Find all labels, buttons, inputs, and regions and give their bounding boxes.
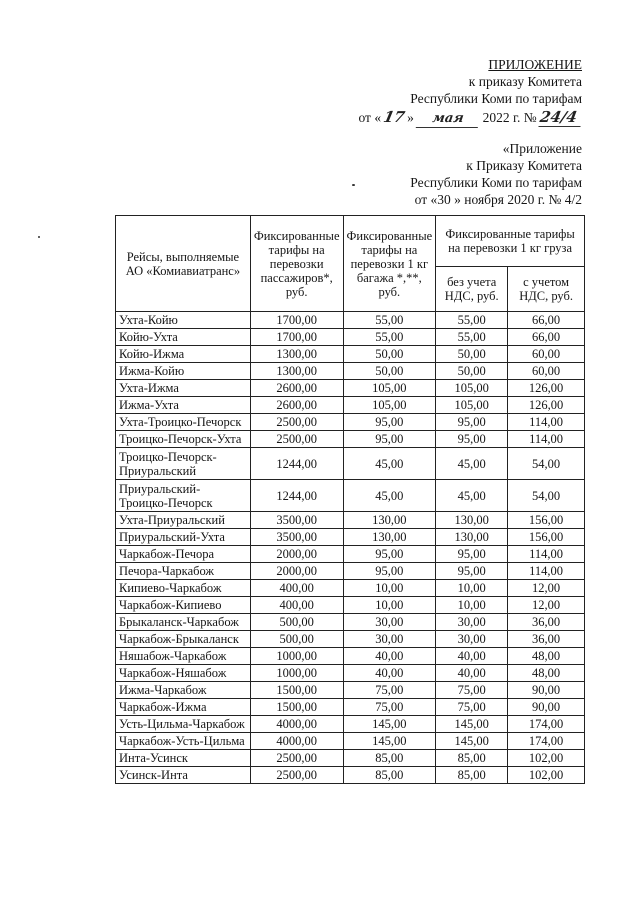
passenger-fare-cell: 2000,00 <box>250 546 343 563</box>
table-row <box>116 682 585 699</box>
cargo-no-vat-cell: 40,00 <box>436 648 508 665</box>
route-cell: Ижма-Койю <box>116 363 251 380</box>
table-row <box>116 699 585 716</box>
route-cell: Усть-Цильма-Чаркабож <box>116 716 251 733</box>
table-row <box>116 312 585 329</box>
passenger-fare-cell: 2500,00 <box>250 414 343 431</box>
passenger-fare-cell: 3500,00 <box>250 529 343 546</box>
table-row <box>116 397 585 414</box>
baggage-fare-cell: 45,00 <box>343 448 436 480</box>
passenger-fare-cell: 1500,00 <box>250 682 343 699</box>
order-header <box>358 56 582 128</box>
baggage-fare-cell: 40,00 <box>343 665 436 682</box>
cargo-no-vat-cell: 95,00 <box>436 563 508 580</box>
passenger-fare-cell: 1700,00 <box>250 312 343 329</box>
cargo-vat-cell: 48,00 <box>508 665 585 682</box>
baggage-fare-cell: 145,00 <box>343 733 436 750</box>
cargo-vat-cell: 60,00 <box>508 346 585 363</box>
cargo-no-vat-cell: 75,00 <box>436 682 508 699</box>
table-row <box>116 448 585 480</box>
table-row <box>116 665 585 682</box>
route-cell: Ижма-Ухта <box>116 397 251 414</box>
route-cell: Няшабож-Чаркабож <box>116 648 251 665</box>
route-cell: Инта-Усинск <box>116 750 251 767</box>
cargo-no-vat-cell: 10,00 <box>436 597 508 614</box>
baggage-fare-cell: 75,00 <box>343 682 436 699</box>
route-cell: Койю-Ижма <box>116 346 251 363</box>
baggage-fare-cell: 130,00 <box>343 529 436 546</box>
cargo-no-vat-cell: 130,00 <box>436 512 508 529</box>
baggage-fare-cell: 55,00 <box>343 329 436 346</box>
baggage-fare-cell: 95,00 <box>343 546 436 563</box>
passenger-fare-cell: 1000,00 <box>250 648 343 665</box>
header-date-line <box>358 109 582 128</box>
passenger-fare-cell: 1000,00 <box>250 665 343 682</box>
scan-speck <box>352 184 355 186</box>
passenger-fare-cell: 2000,00 <box>250 563 343 580</box>
handwritten-day: 17 <box>381 108 407 126</box>
cargo-no-vat-cell: 50,00 <box>436 346 508 363</box>
cargo-no-vat-cell: 50,00 <box>436 363 508 380</box>
cargo-vat-cell: 48,00 <box>508 648 585 665</box>
baggage-fare-cell: 50,00 <box>343 346 436 363</box>
cargo-no-vat-cell: 145,00 <box>436 733 508 750</box>
cargo-vat-cell: 12,00 <box>508 580 585 597</box>
passenger-fare-cell: 500,00 <box>250 631 343 648</box>
col-header-cargo: Фиксированные тарифы на перевозки 1 кг груза <box>436 216 585 267</box>
cargo-vat-cell: 66,00 <box>508 329 585 346</box>
passenger-fare-cell: 1300,00 <box>250 363 343 380</box>
table-row <box>116 346 585 363</box>
route-cell: Приуральский-Ухта <box>116 529 251 546</box>
passenger-fare-cell: 1700,00 <box>250 329 343 346</box>
cargo-vat-cell: 126,00 <box>508 397 585 414</box>
route-cell: Троицко-Печорск-Ухта <box>116 431 251 448</box>
table-row <box>116 512 585 529</box>
header-committee: Республики Коми по тарифам <box>410 91 582 106</box>
cargo-no-vat-cell: 95,00 <box>436 414 508 431</box>
cargo-vat-cell: 36,00 <box>508 614 585 631</box>
route-cell: Ухта-Троицко-Печорск <box>116 414 251 431</box>
scan-speck <box>38 236 40 238</box>
tariff-table <box>115 215 585 784</box>
route-cell: Печора-Чаркабож <box>116 563 251 580</box>
cargo-no-vat-cell: 105,00 <box>436 397 508 414</box>
route-cell: Ухта-Ижма <box>116 380 251 397</box>
quoted-appendix-header <box>410 140 582 208</box>
baggage-fare-cell: 95,00 <box>343 431 436 448</box>
table-row <box>116 733 585 750</box>
passenger-fare-cell: 2500,00 <box>250 750 343 767</box>
cargo-vat-cell: 114,00 <box>508 563 585 580</box>
table-row <box>116 431 585 448</box>
cargo-no-vat-cell: 40,00 <box>436 665 508 682</box>
cargo-no-vat-cell: 45,00 <box>436 480 508 512</box>
col-header-passenger: Фиксированные тарифы на перевозки пассажиров*, руб. <box>250 216 343 312</box>
table-row <box>116 614 585 631</box>
quote-committee: Республики Коми по тарифам <box>410 175 582 190</box>
baggage-fare-cell: 130,00 <box>343 512 436 529</box>
header-to-order: к приказу Комитета <box>468 74 582 89</box>
table-row <box>116 529 585 546</box>
cargo-no-vat-cell: 30,00 <box>436 631 508 648</box>
cargo-vat-cell: 66,00 <box>508 312 585 329</box>
passenger-fare-cell: 1244,00 <box>250 448 343 480</box>
baggage-fare-cell: 30,00 <box>343 631 436 648</box>
cargo-no-vat-cell: 130,00 <box>436 529 508 546</box>
quote-title: «Приложение <box>502 141 582 156</box>
cargo-no-vat-cell: 55,00 <box>436 312 508 329</box>
cargo-no-vat-cell: 85,00 <box>436 750 508 767</box>
cargo-no-vat-cell: 145,00 <box>436 716 508 733</box>
table-row <box>116 563 585 580</box>
baggage-fare-cell: 85,00 <box>343 750 436 767</box>
route-cell: Ухта-Койю <box>116 312 251 329</box>
table-row <box>116 329 585 346</box>
table-row <box>116 480 585 512</box>
cargo-no-vat-cell: 45,00 <box>436 448 508 480</box>
cargo-vat-cell: 60,00 <box>508 363 585 380</box>
quote-date-line: от «30 » ноября 2020 г. № 4/2 <box>414 192 582 207</box>
route-cell: Чаркабож-Брыкаланск <box>116 631 251 648</box>
table-row <box>116 750 585 767</box>
col-header-routes: Рейсы, выполняемые АО «Комиавиатранс» <box>116 216 251 312</box>
passenger-fare-cell: 2500,00 <box>250 767 343 784</box>
route-cell: Чаркабож-Няшабож <box>116 665 251 682</box>
cargo-vat-cell: 126,00 <box>508 380 585 397</box>
cargo-vat-cell: 90,00 <box>508 699 585 716</box>
cargo-no-vat-cell: 10,00 <box>436 580 508 597</box>
baggage-fare-cell: 45,00 <box>343 480 436 512</box>
table-row <box>116 648 585 665</box>
cargo-no-vat-cell: 55,00 <box>436 329 508 346</box>
table-row <box>116 597 585 614</box>
cargo-no-vat-cell: 95,00 <box>436 431 508 448</box>
baggage-fare-cell: 10,00 <box>343 597 436 614</box>
route-cell: Койю-Ухта <box>116 329 251 346</box>
cargo-no-vat-cell: 30,00 <box>436 614 508 631</box>
passenger-fare-cell: 400,00 <box>250 597 343 614</box>
table-row <box>116 580 585 597</box>
table-row <box>116 631 585 648</box>
tariff-table-body <box>116 312 585 784</box>
handwritten-month: мая <box>416 110 481 128</box>
route-cell: Кипиево-Чаркабож <box>116 580 251 597</box>
baggage-fare-cell: 55,00 <box>343 312 436 329</box>
table-row <box>116 380 585 397</box>
baggage-fare-cell: 30,00 <box>343 614 436 631</box>
cargo-vat-cell: 114,00 <box>508 431 585 448</box>
route-cell: Приуральский-Троицко-Печорск <box>116 480 251 512</box>
baggage-fare-cell: 105,00 <box>343 380 436 397</box>
route-cell: Ижма-Чаркабож <box>116 682 251 699</box>
cargo-vat-cell: 114,00 <box>508 546 585 563</box>
cargo-vat-cell: 54,00 <box>508 448 585 480</box>
route-cell: Ухта-Приуральский <box>116 512 251 529</box>
cargo-no-vat-cell: 105,00 <box>436 380 508 397</box>
route-cell: Чаркабож-Печора <box>116 546 251 563</box>
baggage-fare-cell: 75,00 <box>343 699 436 716</box>
cargo-vat-cell: 156,00 <box>508 529 585 546</box>
cargo-vat-cell: 174,00 <box>508 733 585 750</box>
cargo-vat-cell: 174,00 <box>508 716 585 733</box>
baggage-fare-cell: 145,00 <box>343 716 436 733</box>
passenger-fare-cell: 2500,00 <box>250 431 343 448</box>
route-cell: Чаркабож-Ижма <box>116 699 251 716</box>
col-header-baggage: Фиксированные тарифы на перевозки 1 кг багажа *,**, руб. <box>343 216 436 312</box>
table-row <box>116 363 585 380</box>
route-cell: Троицко-Печорск-Приуральский <box>116 448 251 480</box>
cargo-vat-cell: 54,00 <box>508 480 585 512</box>
quote-to-order: к Приказу Комитета <box>466 158 582 173</box>
passenger-fare-cell: 400,00 <box>250 580 343 597</box>
cargo-vat-cell: 102,00 <box>508 767 585 784</box>
cargo-no-vat-cell: 75,00 <box>436 699 508 716</box>
cargo-no-vat-cell: 85,00 <box>436 767 508 784</box>
header-date-prefix: от « <box>358 110 382 125</box>
route-cell: Чаркабож-Усть-Цильма <box>116 733 251 750</box>
table-row <box>116 716 585 733</box>
header-date-mid: » <box>407 110 414 125</box>
passenger-fare-cell: 2600,00 <box>250 380 343 397</box>
col-header-cargo-vat: с учетом НДС, руб. <box>508 267 585 312</box>
cargo-vat-cell: 36,00 <box>508 631 585 648</box>
passenger-fare-cell: 2600,00 <box>250 397 343 414</box>
table-row <box>116 546 585 563</box>
baggage-fare-cell: 85,00 <box>343 767 436 784</box>
table-row <box>116 767 585 784</box>
header-date-year: 2022 г. № <box>482 110 537 125</box>
passenger-fare-cell: 1300,00 <box>250 346 343 363</box>
table-row <box>116 414 585 431</box>
route-cell: Чаркабож-Кипиево <box>116 597 251 614</box>
cargo-vat-cell: 90,00 <box>508 682 585 699</box>
cargo-vat-cell: 114,00 <box>508 414 585 431</box>
route-cell: Усинск-Инта <box>116 767 251 784</box>
passenger-fare-cell: 1244,00 <box>250 480 343 512</box>
route-cell: Брыкаланск-Чаркабож <box>116 614 251 631</box>
passenger-fare-cell: 4000,00 <box>250 716 343 733</box>
cargo-vat-cell: 156,00 <box>508 512 585 529</box>
passenger-fare-cell: 4000,00 <box>250 733 343 750</box>
table-header-row <box>116 216 585 267</box>
baggage-fare-cell: 50,00 <box>343 363 436 380</box>
baggage-fare-cell: 40,00 <box>343 648 436 665</box>
handwritten-order-number: 24/4 <box>538 109 583 127</box>
col-header-cargo-no-vat: без учета НДС, руб. <box>436 267 508 312</box>
header-title: ПРИЛОЖЕНИЕ <box>488 57 582 72</box>
cargo-vat-cell: 102,00 <box>508 750 585 767</box>
baggage-fare-cell: 95,00 <box>343 563 436 580</box>
baggage-fare-cell: 95,00 <box>343 414 436 431</box>
cargo-no-vat-cell: 95,00 <box>436 546 508 563</box>
cargo-vat-cell: 12,00 <box>508 597 585 614</box>
passenger-fare-cell: 500,00 <box>250 614 343 631</box>
passenger-fare-cell: 3500,00 <box>250 512 343 529</box>
passenger-fare-cell: 1500,00 <box>250 699 343 716</box>
baggage-fare-cell: 10,00 <box>343 580 436 597</box>
baggage-fare-cell: 105,00 <box>343 397 436 414</box>
